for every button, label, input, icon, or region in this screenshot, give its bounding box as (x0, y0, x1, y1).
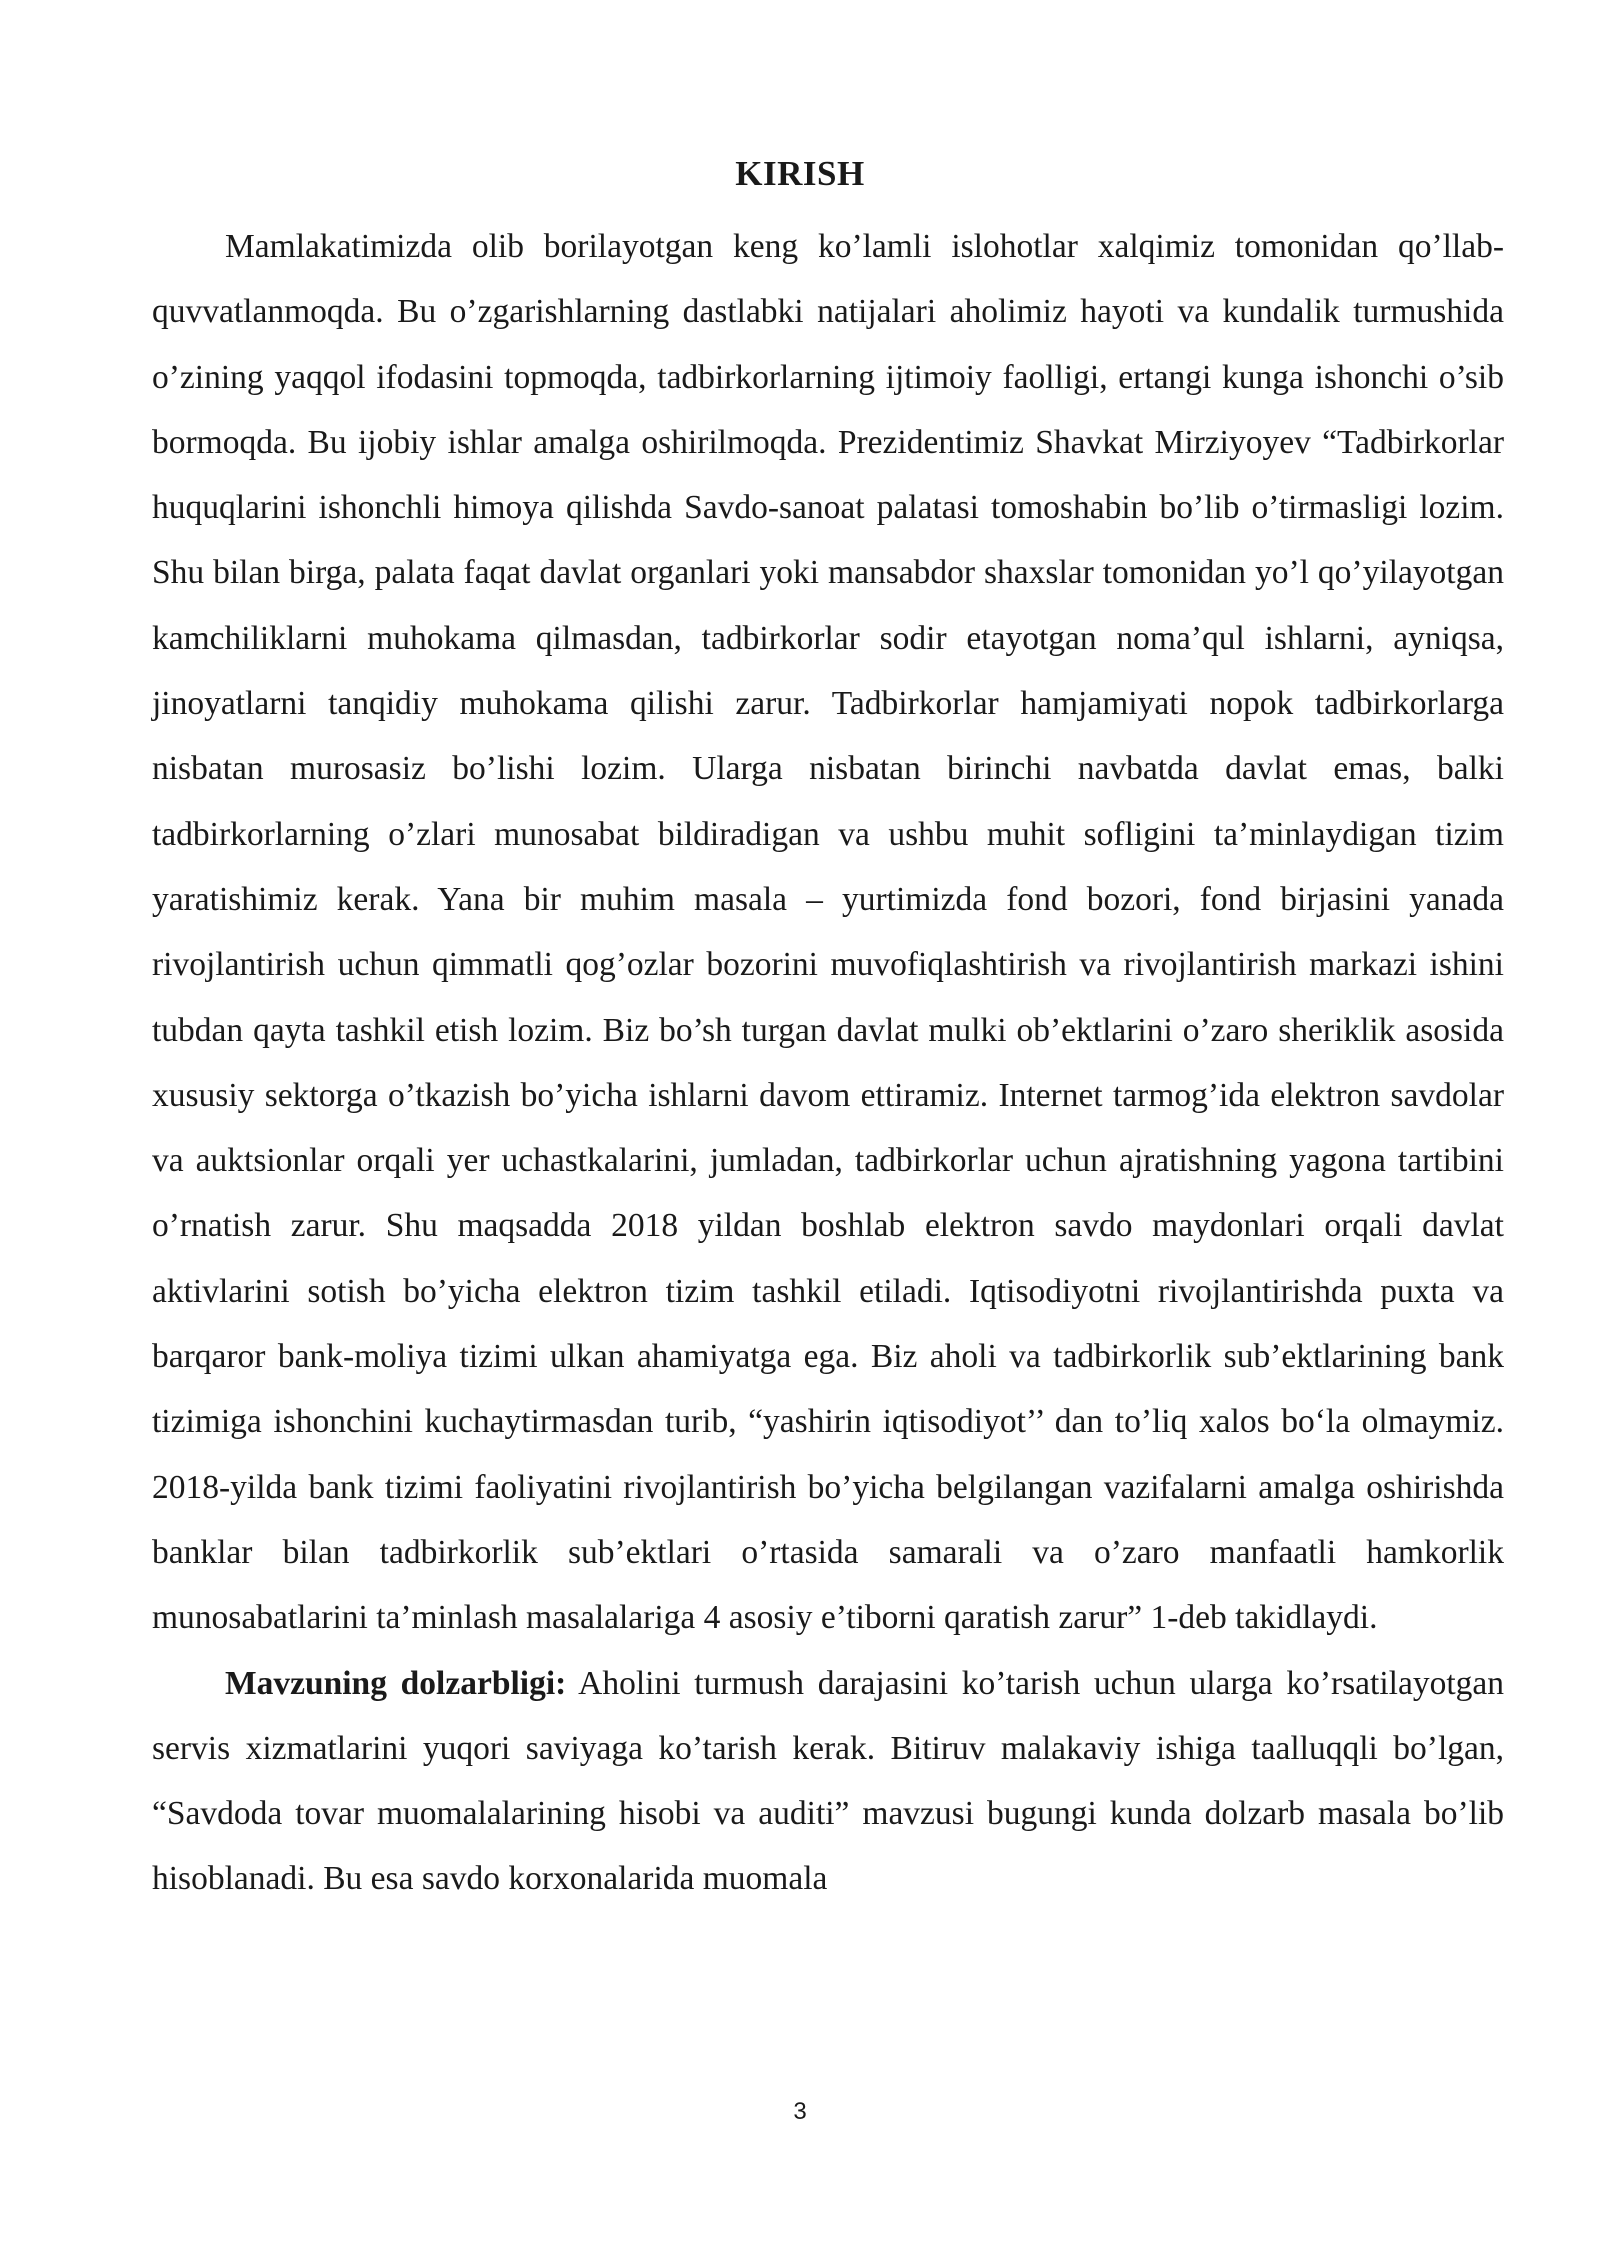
body-text (152, 214, 1504, 1912)
relevance-paragraph (152, 1651, 1504, 1912)
relevance-label: Mavzuning dolzarbligi: (225, 1664, 567, 1702)
section-heading: KIRISH (735, 154, 865, 193)
relevance-text: Aholini turmush darajasini ko’tarish uchun ularga ko’rsatilayotgan servis xizmatlarini yuqori saviyaga ko’tarish kerak. Bitiruv malakaviy ishiga taalluqqli bo’lgan, “Savdoda tovar muomalalarining hisobi va auditi” mavzusi bugungi kunda dolzarb masala bo’lib hisoblanadi. Bu esa savdo korxonalarida muomala (152, 1664, 1504, 1898)
intro-paragraph: Mamlakatimizda olib borilayotgan keng ko’lamli islohotlar xalqimiz tomonidan qo’llab-quvvatlanmoqda. Bu o’zgarishlarning dastlabki natijalari aholimiz hayoti va kundalik turmushida o’zining yaqqol ifodasini topmoqda, tadbirkorlarning ijtimoiy faolligi, ertangi kunga ishonchi o’sib bormoqda. Bu ijobiy ishlar amalga oshirilmoqda. Prezidentimiz Shavkat Mirziyoyev “Tadbirkorlar huquqlarini ishonchli himoya qilishda Savdo-sanoat palatasi tomoshabin bo’lib o’tirmasligi lozim. Shu bilan birga, palata faqat davlat organlari yoki mansabdor shaxslar tomonidan yo’l qo’yilayotgan kamchiliklarni muhokama qilmasdan, tadbirkorlar sodir etayotgan noma’qul ishlarni, ayniqsa, jinoyatlarni tanqidiy muhokama qilishi zarur. Tadbirkorlar hamjamiyati nopok tadbirkorlarga nisbatan murosasiz bo’lishi lozim. Ularga nisbatan birinchi navbatda davlat emas, balki tadbirkorlarning o’zlari munosabat bildiradigan va ushbu muhit sofligini ta’minlaydigan tizim yaratishimiz kerak. Yana bir muhim masala – yurtimizda fond bozori, fond birjasini yanada rivojlantirish uchun qimmatli qog’ozlar bozorini muvofiqlashtirish va rivojlantirish markazi ishini tubdan qayta tashkil etish lozim. Biz bo’sh turgan davlat mulki ob’ektlarini o’zaro sheriklik asosida xususiy sektorga o’tkazish bo’yicha ishlarni davom ettiramiz. Internet tarmog’ida elektron savdolar va auktsionlar orqali yer uchastkalarini, jumladan, tadbirkorlar uchun ajratishning yagona tartibini o’rnatish zarur. Shu maqsadda 2018 yildan boshlab elektron savdo maydonlari orqali davlat aktivlarini sotish bo’yicha elektron tizim tashkil etiladi. Iqtisodiyotni rivojlantirishda puxta va barqaror bank-moliya tizimi ulkan ahamiyatga ega. Biz aholi va tadbirkorlik sub’ektlarining bank tizimiga ishonchini kuchaytirmasdan turib, “yashirin iqtisodiyot’’ dan to’liq xalos bo‘la olmaymiz. 2018-yilda bank tizimi faoliyatini rivojlantirish bo’yicha belgilangan vazifalarni amalga oshirishda banklar bilan tadbirkorlik sub’ektlari o’rtasida samarali va o’zaro manfaatli hamkorlik munosabatlarini ta’minlash masalalariga 4 asosiy e’tiborni qaratish zarur” 1-deb takidlaydi. (152, 228, 1504, 1637)
page-number: 3 (793, 2098, 807, 2125)
